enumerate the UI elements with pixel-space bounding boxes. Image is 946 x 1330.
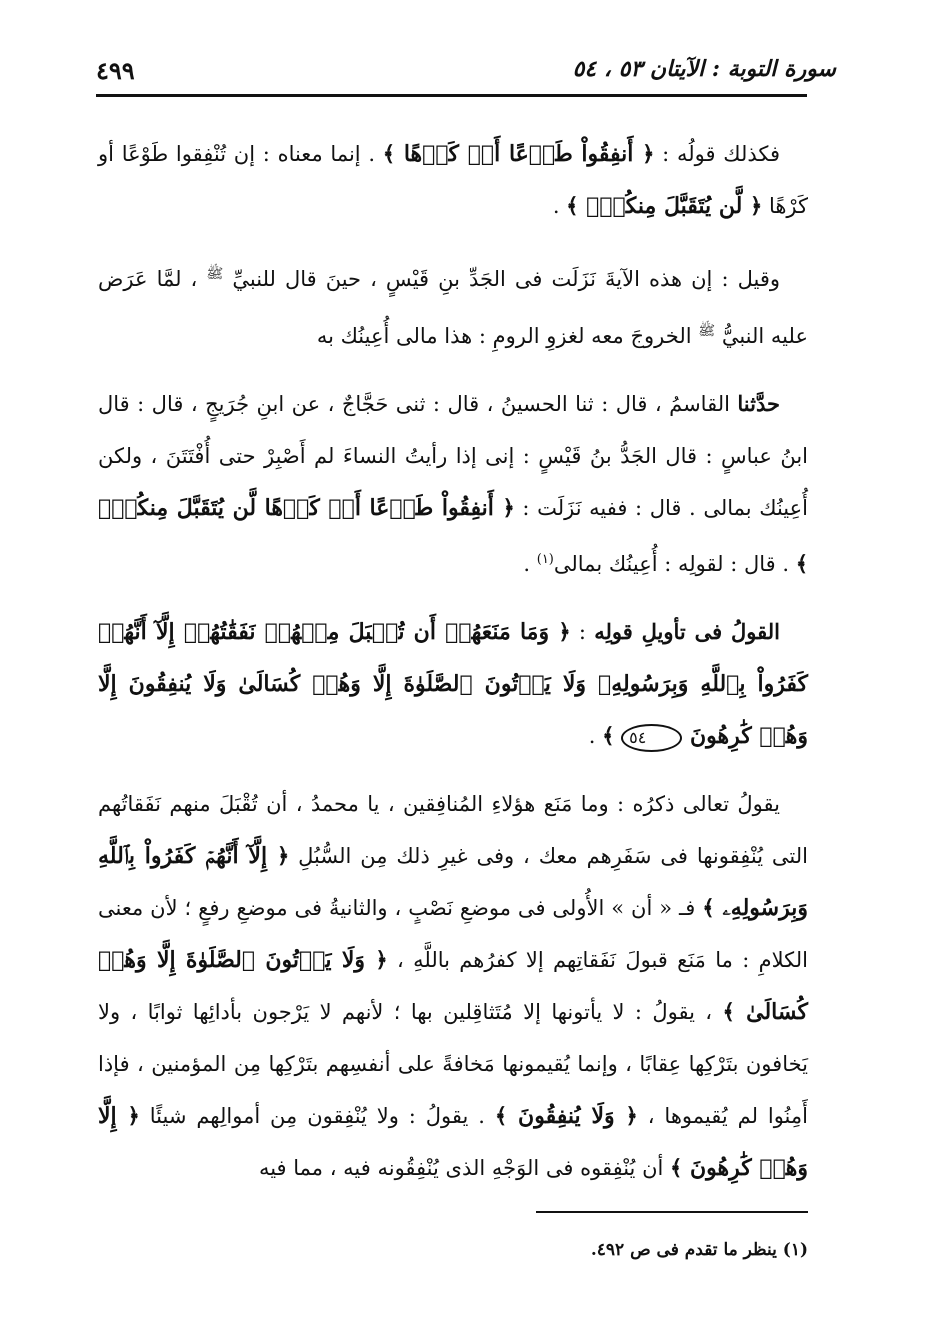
text-run: . قال : لقولِه : أُعِينُك بمالى [553, 552, 796, 576]
running-title: سورة التوبة : الآيتان ٥٣ ، ٥٤ [572, 56, 836, 82]
text-run: . [552, 194, 567, 218]
lead-word: حدَّثنا [737, 391, 780, 416]
ornate-bracket: ﴿ [749, 193, 763, 218]
footnote: (١) ينظر ما تقدم فى ص ٤٩٢. [590, 1240, 808, 1260]
text-run: يقولُ تعالى ذكرُه : وما مَنَع هؤلاءِ المُنافِقين ، يا محمدُ ، أن تُقْبَلَ منهم نَفَقاتُهم التى يُنْفِقونها فى سَفَرِهم معك ، وفى غيرِ ذلك مِن السُّبُلِ [98, 792, 808, 868]
paragraph [98, 128, 808, 232]
ornate-bracket: ﴾ [702, 895, 715, 920]
ornate-bracket: ﴿ [558, 619, 571, 644]
text-run: أن يُنْفِقوه فى الوَجْهِ الذى يُنْفِقُونه فيه ، مما فيه [258, 1156, 670, 1180]
honorific-mark: ﷺ [698, 323, 716, 339]
text-run: القاسمُ ، قال : ثنا الحسينُ ، قال : ثنى حَجَّاجٌ ، عن ابنِ جُرَيجٍ ، قال : قال ابنُ عباسٍ : قال الجَدُّ بنُ قَيْسٍ : إنى إذا رأيتُ النساءَ لم أَصْبِرْ حتى أُفْتَتَنَ ، ولكن أُعِينُك بمالى . قال : ففيه نَزَلَت : [98, 392, 808, 520]
text-run: فكذلك قولُه : [654, 142, 780, 166]
text-run: الخروجَ معه لغزوِ الرومِ : هذا مالى أُعِينُك به [316, 324, 699, 348]
ornate-bracket: ﴾ [602, 723, 615, 748]
ornate-bracket: ﴾ [795, 551, 808, 576]
text-run: . يقولُ : ولا يُنْفِقون مِن أموالِهم شيئًا [139, 1104, 495, 1128]
quran-quote: إِلَّا وَهُمۡ كَٰرِهُونَ [98, 1103, 808, 1181]
text-run: وقيل : إن هذه الآيةَ نَزَلَت فى الجَدِّ بنِ قَيْسٍ ، حينَ قال للنبيِّ [223, 267, 781, 291]
ornate-bracket: ﴿ [375, 947, 388, 972]
quran-quote: إِلَّآ أَنَّهُمۡ كَفَرُواْ بِٱللَّهِ وَبِرَسُولِهِۦ [98, 843, 808, 921]
honorific-mark: ﷺ [206, 266, 224, 282]
quran-quote: أَنفِقُواْ طَوۡعًا أَوۡ كَرۡهًا لَّن يُتَقَبَّلَ مِنكُمۡۖ [98, 495, 503, 521]
quran-quote: أَنفِقُواْ طَوۡعًا أَوۡ كَرۡهًا [395, 141, 643, 167]
text-run: ، لمَّا عَرَض عليه النبيُّ [98, 267, 808, 348]
text-run: : [570, 620, 595, 644]
text-run: فـ « أن » الأُولى فى موضعِ نَصْبٍ ، والثانيةُ فى موضعِ رفعٍ ؛ لأن معنى الكلامِ : ما مَنَع قبولَ نَفَقاتِهم إلا كفرُهم باللَّهِ ، [98, 896, 808, 972]
lead-word: القولُ فى تأويلِ قولِه [594, 619, 780, 644]
text-run [614, 724, 621, 748]
text-run: ، يقولُ : لا يأتونها إلا مُتَثاقِلين بها ؛ لأنهم لا يَرْجون بأدائِها ثوابًا ، ولا يَخافون بتَرْكِها عِقابًا ، وإنما يُقيمونها مَخافةً على أنفسِهم بتَرْكِها مِن المؤمنين ، فإذا أَمِنُوا لم يُقيموها ، [98, 1000, 808, 1128]
ornate-bracket: ﴾ [382, 141, 396, 166]
quran-quote: لَّن يُتَقَبَّلَ مِنكُمۡۖ [578, 193, 750, 219]
ornate-bracket: ﴾ [670, 1155, 683, 1180]
running-head [96, 56, 836, 90]
quran-quote: وَلَا يُنفِقُونَ [507, 1103, 626, 1129]
ayah-number: ٥٤ [621, 724, 682, 752]
paragraph [98, 778, 808, 1194]
ornate-bracket: ﴿ [625, 1103, 638, 1128]
quran-quote: وَمَا مَنَعَهُمۡ أَن تُقۡبَلَ مِنۡهُمۡ نَفَقَٰتُهُمۡ إِلَّآ أَنَّهُمۡ كَفَرُواْ بِٱللَّهِ وَبِرَسُولِهِۦ وَلَا يَأۡتُونَ ٱلصَّلَوٰةَ إِلَّا وَهُمۡ كُسَالَىٰ وَلَا يُنفِقُونَ إِلَّا وَهُمۡ كَٰرِهُونَ [98, 619, 808, 749]
ornate-bracket: ﴾ [494, 1103, 508, 1128]
ornate-bracket: ﴾ [722, 999, 735, 1024]
section-heading-paragraph [98, 606, 808, 762]
footnote-marker: (١) [536, 552, 554, 567]
text-run: . [588, 724, 603, 748]
ornate-bracket: ﴿ [276, 843, 290, 868]
page-number: ٤٩٩ [96, 56, 135, 85]
text-run: . [523, 552, 537, 576]
footnote-rule [536, 1211, 808, 1213]
quran-quote: وَلَا يَأۡتُونَ ٱلصَّلَوٰةَ إِلَّا وَهُمۡ كُسَالَىٰ [98, 947, 808, 1025]
ornate-bracket: ﴿ [642, 141, 655, 166]
header-rule [96, 94, 807, 97]
ornate-bracket: ﴿ [502, 495, 515, 520]
paragraph [98, 248, 808, 362]
text-run: . إنما معناه : إن تُنْفِقوا طَوْعًا أو كَرْهًا [98, 142, 808, 218]
ornate-bracket: ﴿ [127, 1103, 140, 1128]
ornate-bracket: ﴾ [566, 193, 579, 218]
main-text [98, 128, 808, 1210]
paragraph [98, 378, 808, 590]
